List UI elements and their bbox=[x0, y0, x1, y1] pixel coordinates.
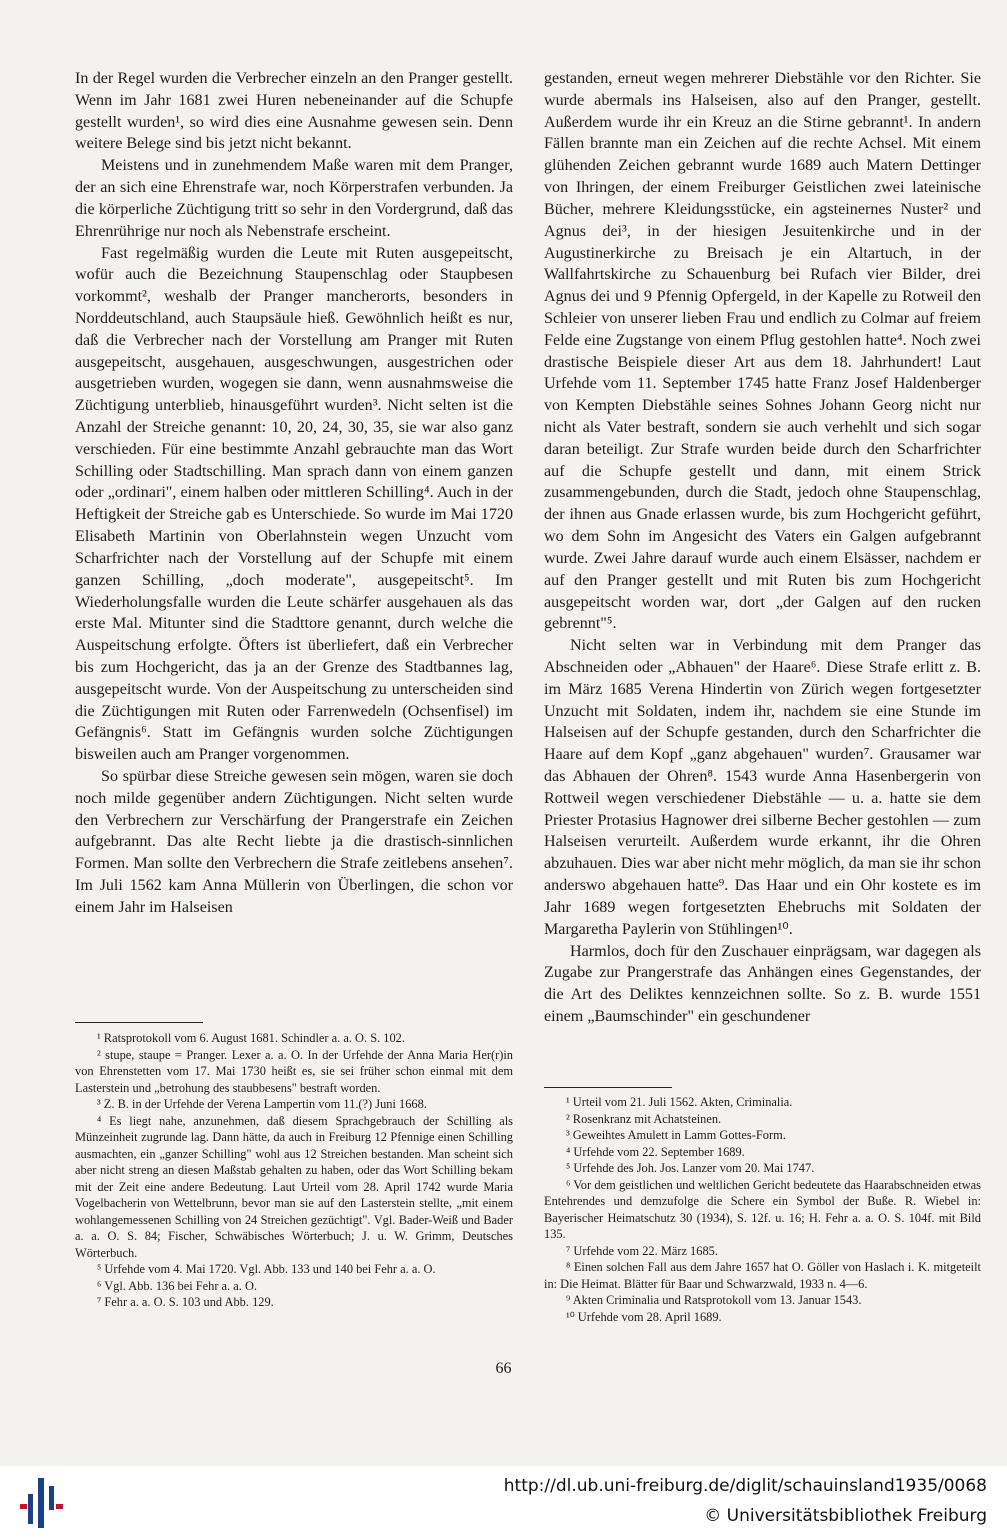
paragraph: gestanden, erneut wegen mehrerer Diebstähle vor den Richter. Sie wurde abermals ins Halseisen, also auf den Pranger, gestellt. Außerdem wurde ihr ein Kreuz an die Stirne gebrannt¹. In andern Fällen brannte man ein Zeichen auf die rechte Achsel. Mit einem glühenden Zeichen gebrannt wurde 1689 auch Matern Dettinger von Ihringen, der einem Freiburger Geistlichen zwei lateinische Bücher, mehrere Kleidungsstücke, ein agsteinernes Nuster² und Agnus dei³, in der hiesigen Jesuitenkirche und in der Augustinerkirche zu Breisach je ein Altartuch, in der Wallfahrtskirche zu Schauenburg bei Rufach vier Bilder, drei Agnus dei und 9 Pfennig Opfergeld, in der Kapelle zu Rotweil den Schleier von unserer lieben Frau und endlich zu Colmar auf freiem Felde eine Zugstange von einem Pflug gestohlen hatte⁴. Noch zwei drastische Beispiele dieser Art aus dem 18. Jahrhundert! Laut Urfehde vom 11. September 1745 hatte Franz Josef Haldenberger von Kempten Diebstähle seines Sohnes Johann Georg nicht nur nicht als Vater bestraft, sondern sie auch verhehlt und sich sogar daran beteiligt. Zur Strafe wurden beide durch den Scharfrichter auf die Schupfe gestellt und dann, mit einem Strick zusammengebunden, durch die Stadt, jedoch ohne Staupenschlag, der ihnen aus Gnade erlassen wurde, bis zum Hochgericht geführt, wo dem Sohn im Angesicht des Vaters ein Galgen aufgebrannt wurde. Zwei Jahre darauf wurde auch einem Elsässer, nachdem er auf den Pranger gestellt und mit Ruten bis zum Hochgericht ausgepeitscht worden war, dort „der Galgen auf den rucken gebrennt"⁵. bbox=[544, 70, 981, 633]
right-column bbox=[544, 68, 981, 1028]
footnote: ¹⁰ Urfehde vom 28. April 1689. bbox=[566, 1309, 722, 1324]
footnote: ¹ Urteil vom 21. Juli 1562. Akten, Criminalia. bbox=[566, 1095, 793, 1109]
viewer-footer bbox=[0, 1466, 1007, 1538]
paragraph: So spürbar diese Streiche gewesen sein mögen, waren sie doch noch milde gegenüber andern Züchtigungen. Nicht selten wurde den Verbrechern zur Verschärfung der Prangerstrafe ein Zeichen aufgebrannt. Das alte Recht liebte ja die drastisch-sinnlichen Formen. Man sollte den Verbrechern die Strafe zeitlebens ansehen⁷. Im Juli 1562 kam Anna Müllerin von Überlingen, die schon vor einem Jahr im Halseisen bbox=[75, 768, 513, 916]
page-number: 66 bbox=[495, 1360, 512, 1377]
copyright-notice: © Universitätsbibliothek Freiburg bbox=[704, 1506, 987, 1526]
footnote: ⁴ Urfehde vom 22. September 1689. bbox=[566, 1144, 745, 1159]
footnote: ¹ Ratsprotokoll vom 6. August 1681. Schindler a. a. O. S. 102. bbox=[97, 1031, 405, 1045]
footnote: ⁷ Urfehde vom 22. März 1685. bbox=[566, 1243, 718, 1258]
footnote: ⁸ Einen solchen Fall aus dem Jahre 1657 hat O. Göller von Haslach i. K. mitgeteilt in: Die Heimat. Blätter für Baar und Schwarzwald, 1933 n. 4—6. bbox=[544, 1260, 981, 1291]
footnote: ⁶ Vor dem geistlichen und weltlichen Gericht bedeutete das Haarabschneiden etwas Entehrendes und demzufolge die Schere ein Symbol der Buße. R. Wiebel in: Bayerischer Heimatschutz 30 (1934), S. 12f. u. 16; H. Fehr a. a. O. S. 104f. mit Bild 135. bbox=[544, 1177, 981, 1241]
footnote: ⁷ Fehr a. a. O. S. 103 und Abb. 129. bbox=[97, 1295, 274, 1309]
footnote: ⁶ Vgl. Abb. 136 bei Fehr a. a. O. bbox=[97, 1278, 257, 1293]
footnote-separator bbox=[544, 1087, 672, 1088]
footnote: ³ Z. B. in der Urfehde der Verena Lampertin vom 11.(?) Juni 1668. bbox=[97, 1097, 427, 1111]
footnote: ³ Geweihtes Amulett in Lamm Gottes-Form. bbox=[566, 1128, 786, 1142]
footnote: ² stupe, staupe = Pranger. Lexer a. a. O. In der Urfehde der Anna Maria Her(r)in von Ehrenstetten vom 17. Mai 1730 heißt es, sie sei früher schon einmal mit dem Lasterstein und „betrohung des staubbesens" bestraft worden. bbox=[75, 1047, 513, 1095]
paragraph: In der Regel wurden die Verbrecher einzeln an den Pranger gestellt. Wenn im Jahr 1681 zwei Huren nebeneinander auf die Schupfe gestellt wurden¹, so wird dies eine Ausnahme gewesen sein. Denn weitere Belege sind bis jetzt nicht bekannt. bbox=[75, 70, 513, 153]
paragraph: Meistens und in zunehmendem Maße waren mit dem Pranger, der an sich eine Ehrenstrafe war, noch Körperstrafen verbunden. Ja die körperliche Züchtigung tritt so sehr in den Vordergrund, daß das Ehrenrührige nur noch als Nebenstrafe erscheint. bbox=[75, 157, 513, 240]
paragraph: Harmlos, doch für den Zuschauer einprägsam, war dagegen als Zugabe zur Prangerstrafe das Anhängen eines Gegenstandes, der die Art des Deliktes kennzeichnen sollte. So z. B. wurde 1551 einem „Baumschinder" ein geschundener bbox=[544, 942, 981, 1025]
right-footnotes bbox=[544, 1094, 981, 1325]
footnote: ² Rosenkranz mit Achatsteinen. bbox=[566, 1111, 722, 1126]
university-library-logo-icon bbox=[18, 1474, 66, 1532]
permalink-url[interactable]: http://dl.ub.uni-freiburg.de/diglit/schauinsland1935/0068 bbox=[503, 1476, 987, 1496]
paragraph: Fast regelmäßig wurden die Leute mit Ruten ausgepeitscht, wofür auch die Bezeichnung Staupenschlag oder Staupbesen vorkommt², weshalb der Pranger mancherorts, besonders in Norddeutschland, auch Staupsäule hieß. Gewöhnlich heißt es nur, daß die Verbrecher nach der Vorstellung am Pranger mit Ruten ausgepeitscht, ausgehauen, ausgeschwungen, ausgestrichen oder ausgetrieben wurden, wogegen sie dann, wenn ausnahmsweise die Züchtigung unterblieb, hinausgeführt wurden³. Nicht selten ist die Anzahl der Streiche genannt: 10, 20, 24, 30, 35, sie war also ganz verschieden. Für eine bestimmte Anzahl gebrauchte man das Wort Schilling oder Stadtschilling. Man sprach dann von einem ganzen oder „ordinari", einem halben oder mittleren Schilling⁴. Auch in der Heftigkeit der Streiche gab es Unterschiede. So wurde im Mai 1720 Elisabeth Martinin von Oberlahnstein wegen Unzucht vom Scharfrichter nach der Vorstellung auf der Schupfe mit einem ganzen Schilling, „doch moderate", ausgepeitscht⁵. Im Wiederholungsfalle wurden die Leute schärfer ausgehauen als das erste Mal. Mitunter sind die Stadttore genannt, durch welche die Auspeitschung erfolgte. Öfters ist überliefert, daß ein Verbrecher bis zum Hochgericht, das ja an der Grenze des Stadtbannes lag, ausgepeitscht wurde. Von der Auspeitschung zu unterscheiden sind die Züchtigungen mit Ruten oder Farrenwedeln (Ochsenfisel) im Gefängnis⁶. Statt im Gefängnis wurden solche Züchtigungen bisweilen auch am Pranger vorgenommen. bbox=[75, 244, 513, 764]
footnote: ⁴ Es liegt nahe, anzunehmen, daß diesem Sprachgebrauch der Schilling als Münzeinheit zugrunde lag. Dann hätte, da auch in Freiburg 12 Pfennige einen Schilling ausmachten, ein „ganzer Schilling" wohl aus 12 Streichen bestanden. Man scheint sich aber nicht streng an diesen Maßstab gehalten zu haben, oder das Wort Schilling bekam mit der Zeit eine andere Bedeutung. Laut Urteil vom 28. April 1742 wurde Maria Vogelbacherin von Wettelbrunn, bevor man sie auf den Lasterstein stellte, „mit einem wohlangemessenen Schilling von 24 Streichen gezüchtigt". Vgl. Bader-Weiß und Bader a. a. O. S. 84; Fischer, Schwäbisches Wörterbuch; J. u. W. Grimm, Deutsches Wörterbuch. bbox=[75, 1113, 513, 1260]
left-column bbox=[75, 68, 513, 919]
left-footnotes bbox=[75, 1030, 513, 1311]
footnote: ⁹ Akten Criminalia und Ratsprotokoll vom 13. Januar 1543. bbox=[566, 1293, 862, 1307]
footnote: ⁵ Urfehde vom 4. Mai 1720. Vgl. Abb. 133 und 140 bei Fehr a. a. O. bbox=[97, 1262, 436, 1276]
paragraph: Nicht selten war in Verbindung mit dem Pranger das Abschneiden oder „Abhauen" der Haare⁶. Diese Strafe erlitt z. B. im März 1685 Verena Hindertin von Zürich wegen fortgesetzter Unzucht mit Soldaten, indem ihr, nachdem sie eine Stunde im Halseisen auf der Schupfe gestanden, durch den Scharfrichter die Haare auf dem Kopf „ganz abgehauen" wurden⁷. Grausamer war das Abhauen der Ohren⁸. 1543 wurde Anna Hasenbergerin von Rottweil wegen verschiedener Diebstähle — u. a. hatte sie dem Priester Protasius Hagnower drei silberne Becher gestohlen — zum Halseisen verurteilt. Außerdem wurde erkannt, ihr die Ohren abzuhauen. Dies war aber nicht mehr möglich, da man sie ihr schon anderswo abgehauen hatte⁹. Das Haar und ein Ohr kostete es im Jahr 1689 wegen fortgesetzten Ehebruchs mit Soldaten der Margaretha Paylerin von Stühlingen¹⁰. bbox=[544, 637, 981, 938]
footnote: ⁵ Urfehde des Joh. Jos. Lanzer vom 20. Mai 1747. bbox=[566, 1161, 815, 1175]
footnote-separator bbox=[75, 1022, 203, 1023]
